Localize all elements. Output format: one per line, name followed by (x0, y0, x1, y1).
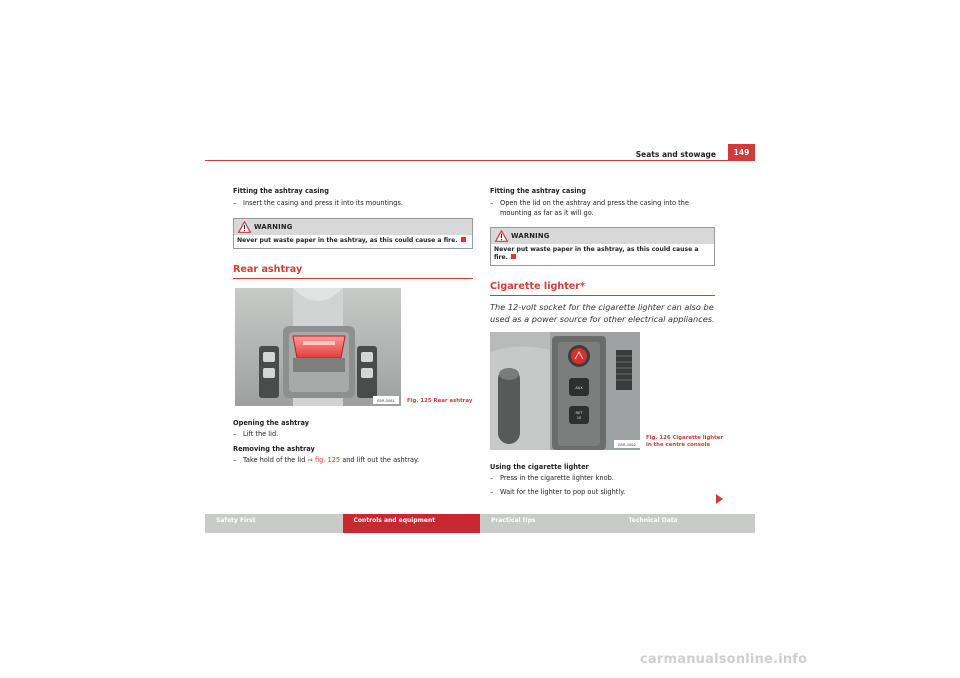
running-header-title: Seats and stowage (635, 150, 716, 159)
warning-text-left: Never put waste paper in the ashtray, as this could cause a fire. (234, 235, 472, 248)
using-heading: Using the cigarette lighter (490, 463, 589, 471)
step-dash: – (233, 199, 237, 207)
tab-controls-and-equipment[interactable]: Controls and equipment (343, 514, 481, 533)
right-column (490, 186, 724, 497)
warning-box-left (233, 218, 473, 249)
figure-rear-ashtray (233, 288, 473, 406)
fitting-step-right: – Open the lid on the ashtray and press the casing into the mounting as far as it will go. (490, 199, 689, 217)
warning-text-right: Never put waste paper in the ashtray, as this could cause a fire. (494, 246, 699, 261)
fitting-step-left: – Insert the casing and press it into its mountings. (233, 199, 403, 207)
header-rule (205, 160, 755, 161)
aux-button-label: AUX (575, 386, 583, 390)
footer-tab-bar (205, 514, 755, 533)
warning-triangle-icon (238, 221, 251, 233)
removing-step: – Take hold of the lid ⇒ fig. 125 and lift out the ashtray. (233, 456, 420, 464)
ret-button-label: RET (575, 411, 583, 415)
section-title-rear-ashtray: Rear ashtray (233, 264, 473, 279)
warning-label-right: WARNING (491, 228, 714, 244)
section-title-cigarette-lighter: Cigarette lighter* (490, 281, 715, 296)
continue-arrow-icon (716, 494, 723, 504)
figure-code-126: B5R-0062 (618, 443, 636, 447)
tab-safety-first[interactable]: Safety First (205, 514, 343, 533)
figure-reference-link[interactable]: ⇒ fig. 125 (307, 456, 341, 464)
opening-heading: Opening the ashtray (233, 418, 310, 427)
removing-heading: Removing the ashtray (233, 445, 315, 453)
using-step-2: – Wait for the lighter to pop out slightly. (490, 487, 626, 496)
watermark-text: carmanualsonline.info (640, 652, 808, 667)
cigarette-lighter-photo (490, 332, 640, 450)
opening-step: – Lift the lid. (233, 429, 279, 438)
tab-technical-data[interactable]: Technical Data (618, 514, 756, 533)
figure-caption-125: Fig. 125 Rear ashtray (407, 397, 473, 404)
warning-box-right (490, 227, 715, 266)
warning-triangle-icon (495, 230, 508, 242)
using-step-1: – Press in the cigarette lighter knob. (490, 474, 614, 482)
left-column (233, 186, 473, 466)
ret-button-number: 10 (576, 416, 582, 420)
page-number-badge: 149 (728, 144, 755, 161)
fitting-heading-left: Fitting the ashtray casing (233, 187, 329, 195)
rear-ashtray-photo (235, 288, 401, 406)
figure-code-125: B5R-0061 (377, 398, 395, 403)
warning-label-left: WARNING (234, 219, 472, 235)
fitting-heading-right: Fitting the ashtray casing (490, 187, 586, 195)
tab-practical-tips[interactable]: Practical tips (480, 514, 618, 533)
cigarette-lighter-intro: The 12-volt socket for the cigarette lighter can also be used as a power source for other electrical appliances. (490, 302, 715, 324)
figure-caption-126: Fig. 126 Cigarette lighter in the centre console (646, 435, 724, 448)
end-stop-icon (511, 254, 516, 259)
end-stop-icon (461, 237, 466, 242)
figure-cigarette-lighter (490, 332, 724, 450)
